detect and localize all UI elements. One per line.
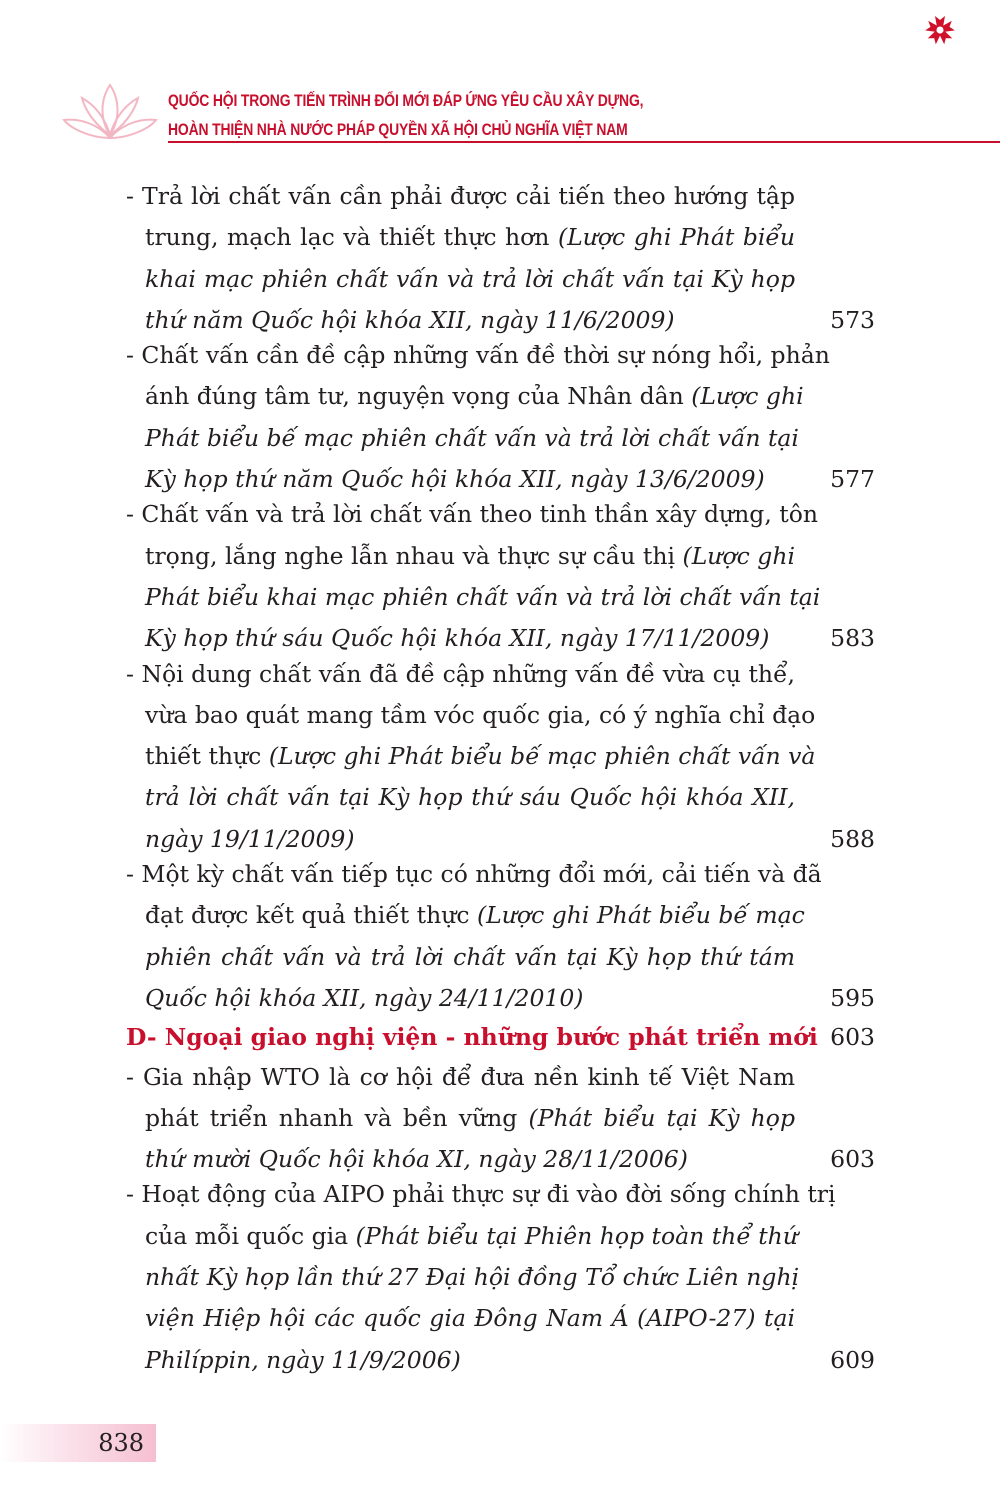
entry-title-text: D- Ngoại giao nghị viện - những bước phát triển mới	[126, 1023, 818, 1052]
toc-page-number: 595	[830, 983, 875, 1012]
toc-line-text	[145, 777, 795, 818]
toc-page-number: 573	[830, 305, 875, 334]
running-header	[168, 86, 643, 144]
toc-line-text	[145, 978, 795, 1019]
toc-line	[0, 978, 1000, 1019]
toc-line-text	[145, 1257, 800, 1298]
toc-line-text	[126, 1057, 795, 1098]
toc-line	[0, 494, 1000, 535]
citation-text: (Lược ghi Phát biểu bế mạc	[477, 901, 805, 930]
lotus-icon	[60, 80, 160, 145]
header-title-line-1: QUỐC HỘI TRONG TIẾN TRÌNH ĐỔI MỚI ĐÁP ỨNG YÊU CẦU XÂY DỰNG,	[168, 91, 644, 110]
citation-text: nhất Kỳ họp lần thứ 27 Đại hội đồng Tổ chức Liên nghị	[145, 1263, 800, 1292]
citation-text: Kỳ họp thứ sáu Quốc hội khóa XII, ngày 17/11/2009)	[145, 624, 770, 653]
citation-text: khai mạc phiên chất vấn và trả lời chất vấn tại Kỳ họp	[145, 264, 795, 293]
toc-line	[0, 1174, 1000, 1215]
toc-page-number: 609	[830, 1345, 875, 1374]
toc-line	[0, 654, 1000, 695]
header-rule	[168, 141, 1000, 143]
toc-line-text	[145, 695, 816, 736]
toc-line-text	[126, 1174, 836, 1215]
toc-line	[0, 1057, 1000, 1098]
toc-entry	[0, 176, 1000, 341]
toc-line	[0, 695, 1000, 736]
page-number-tab	[0, 1424, 156, 1462]
toc-page-number: 603	[830, 1145, 875, 1174]
entry-title-text: - Trả lời chất vấn cần phải được cải tiến theo hướng tập	[126, 182, 795, 210]
header-title-line-2: HOÀN THIỆN NHÀ NƯỚC PHÁP QUYỀN XÃ HỘI CHỦ NGHĨA VIỆT NAM	[168, 120, 628, 139]
entry-title-text: trung, mạch lạc và thiết thực hơn	[145, 223, 558, 252]
citation-text: Phát biểu bế mạc phiên chất vấn và trả lời chất vấn tại	[145, 423, 799, 452]
citation-text: (Phát biểu tại Kỳ họp	[528, 1103, 795, 1132]
toc-line-text	[145, 217, 795, 258]
toc-entry	[0, 335, 1000, 500]
toc-page-number: 583	[830, 624, 875, 653]
toc-line-text	[126, 854, 822, 895]
toc-line	[0, 1298, 1000, 1339]
citation-text: (Lược ghi Phát biểu bế mạc phiên chất vấn và	[268, 742, 816, 771]
toc-line	[0, 259, 1000, 300]
entry-title-text: thiết thực	[145, 742, 269, 771]
table-of-contents	[0, 176, 1000, 1375]
toc-line-text	[145, 376, 804, 417]
toc-line	[0, 777, 1000, 818]
entry-title-text: ánh đúng tâm tư, nguyện vọng của Nhân dân	[145, 382, 692, 411]
citation-text: Phát biểu khai mạc phiên chất vấn và trả lời chất vấn tại	[145, 582, 821, 611]
toc-line	[0, 1340, 1000, 1381]
toc-line-text	[126, 176, 795, 217]
toc-line-text	[145, 1340, 795, 1381]
entry-title-text: đạt được kết quả thiết thực	[145, 901, 478, 930]
toc-page-number: 603	[830, 1023, 875, 1052]
star-emblem-icon	[924, 14, 956, 46]
toc-line	[0, 418, 1000, 459]
toc-line-text	[126, 494, 818, 535]
toc-line	[0, 895, 1000, 936]
toc-line-text	[126, 1017, 818, 1058]
toc-entry	[0, 854, 1000, 1019]
entry-title-text: trọng, lắng nghe lẫn nhau và thực sự cầu thị	[145, 541, 683, 570]
toc-line-text	[145, 736, 816, 777]
toc-line	[0, 937, 1000, 978]
toc-line-text	[145, 1298, 795, 1339]
toc-entry	[0, 1174, 1000, 1380]
entry-title-text: - Một kỳ chất vấn tiếp tục có những đổi mới, cải tiến và đã	[126, 860, 822, 889]
citation-text: Kỳ họp thứ năm Quốc hội khóa XII, ngày 13/6/2009)	[145, 465, 765, 494]
page-number: 838	[98, 1429, 144, 1457]
toc-line	[0, 854, 1000, 895]
toc-line	[0, 376, 1000, 417]
toc-line-text	[145, 418, 799, 459]
citation-text: (Lược ghi	[691, 382, 804, 411]
entry-title-text: phát triển nhanh và bền vững	[145, 1103, 529, 1132]
entry-title-text: - Hoạt động của AIPO phải thực sự đi vào đời sống chính trị	[126, 1180, 836, 1209]
toc-line	[0, 1257, 1000, 1298]
citation-text: Quốc hội khóa XII, ngày 24/11/2010)	[145, 983, 584, 1012]
toc-line	[0, 335, 1000, 376]
toc-page-number: 577	[830, 465, 875, 494]
toc-line-text	[126, 654, 795, 695]
toc-line	[0, 1098, 1000, 1139]
toc-entry	[0, 654, 1000, 860]
entry-title-text: của mỗi quốc gia	[145, 1221, 356, 1250]
toc-line	[0, 736, 1000, 777]
citation-text: ngày 19/11/2009)	[145, 824, 355, 853]
toc-entry	[0, 494, 1000, 659]
toc-line-text	[145, 895, 805, 936]
toc-line-text	[145, 577, 821, 618]
citation-text: viện Hiệp hội các quốc gia Đông Nam Á (AIPO-27) tại	[145, 1304, 795, 1333]
entry-title-text: - Chất vấn và trả lời chất vấn theo tinh thần xây dựng, tôn	[126, 500, 818, 529]
toc-line	[0, 217, 1000, 258]
entry-title-text: - Chất vấn cần đề cập những vấn đề thời sự nóng hổi, phản	[126, 341, 830, 370]
citation-text: (Lược ghi Phát biểu	[557, 223, 795, 252]
toc-line	[0, 1216, 1000, 1257]
citation-text: Philíppin, ngày 11/9/2006)	[145, 1345, 461, 1374]
toc-line	[0, 577, 1000, 618]
toc-line	[0, 536, 1000, 577]
citation-text: thứ năm Quốc hội khóa XII, ngày 11/6/2009)	[145, 305, 675, 334]
citation-text: (Phát biểu tại Phiên họp toàn thể thứ	[355, 1221, 798, 1250]
citation-text: thứ mười Quốc hội khóa XI, ngày 28/11/2006)	[145, 1145, 688, 1174]
citation-text: (Lược ghi	[682, 541, 795, 570]
toc-line-text	[145, 937, 795, 978]
entry-title-text: - Nội dung chất vấn đã đề cập những vấn đề vừa cụ thể,	[126, 659, 795, 688]
toc-line	[0, 176, 1000, 217]
toc-page-number: 588	[830, 824, 875, 853]
entry-title-text: vừa bao quát mang tầm vóc quốc gia, có ý nghĩa chỉ đạo	[145, 700, 816, 729]
toc-line	[0, 1017, 1000, 1058]
toc-line-text	[145, 536, 795, 577]
toc-line-text	[145, 1098, 795, 1139]
toc-line-text	[145, 259, 795, 300]
toc-entry	[0, 1057, 1000, 1181]
entry-title-text: - Gia nhập WTO là cơ hội để đưa nền kinh tế Việt Nam	[126, 1062, 795, 1091]
toc-line-text	[145, 1216, 798, 1257]
toc-section-heading	[0, 1017, 1000, 1058]
citation-text: trả lời chất vấn tại Kỳ họp thứ sáu Quốc hội khóa XII,	[145, 783, 795, 812]
toc-line-text	[126, 335, 830, 376]
citation-text: phiên chất vấn và trả lời chất vấn tại Kỳ họp thứ tám	[145, 942, 795, 971]
